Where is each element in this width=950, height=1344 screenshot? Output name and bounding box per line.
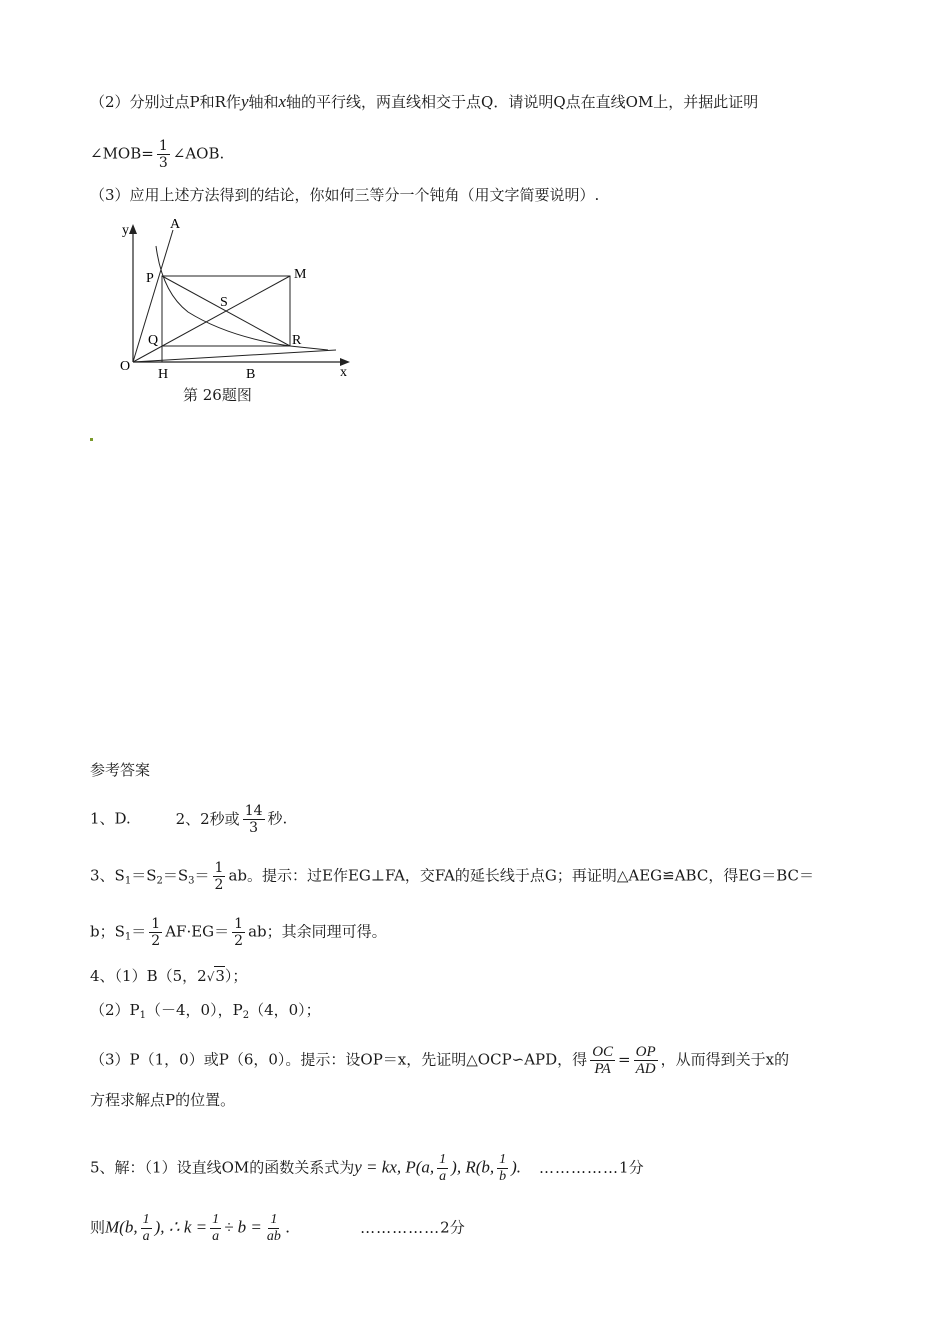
- fraction-half: $\frac{1}{2}$: [234, 916, 244, 949]
- label-y: y: [122, 223, 129, 238]
- fraction-one-third: $\frac{1}{3}$: [158, 138, 168, 171]
- answer-4-line2: $(2)P_1(-4$，0），$P_2(4$，0）；: [90, 1001, 321, 1021]
- q2-line1: [90, 92, 758, 112]
- q3-line: （3）应用上述方法得到的结论，你如何三等分一个钝角（用文字简要说明）.: [90, 186, 600, 204]
- y-variable: y: [240, 92, 249, 111]
- fraction-half: $\frac{1}{2}$: [151, 916, 161, 949]
- hyperbola-curve: [156, 246, 328, 350]
- answer-1: 1、D.: [90, 809, 131, 828]
- label-a: A: [170, 217, 181, 232]
- label-h: H: [158, 367, 169, 382]
- label-r: R: [292, 333, 302, 348]
- answer-2-suffix: 秒.: [267, 809, 288, 828]
- figure-caption: 第 26题图: [183, 386, 252, 404]
- y-axis-arrow-icon: [129, 224, 137, 234]
- label-m: M: [294, 267, 307, 282]
- q2-text-b: 轴和: [248, 93, 279, 111]
- answer-5-line2: 则M(b, $\frac{1}{a}$ ), ∴ k = $\frac{1}{a}$ ÷ b = $\frac{1}{ab}$ . ……………2分: [90, 1212, 465, 1244]
- x-variable: x: [278, 92, 287, 111]
- label-s: S: [220, 295, 228, 310]
- answer-3-line2: b；$S_1=$ $\frac{1}{2}$ AF·EG＝ $\frac{1}{2}$ ab；其余同理可得。: [90, 916, 387, 949]
- label-q: Q: [148, 333, 159, 348]
- fraction-14-3: $\frac{14}{3}$: [244, 803, 263, 836]
- figure-26: [118, 212, 358, 412]
- q2-line2: [90, 138, 224, 171]
- label-p: P: [146, 271, 154, 286]
- q2-text-c: 轴的平行线，两直线相交于点Q．请说明Q点在直线OM上，并据此证明: [286, 93, 759, 111]
- angle-mob: ∠MOB=: [90, 144, 154, 163]
- fraction-op-ad: $\frac{OP}{AD}$: [635, 1044, 656, 1077]
- answers-heading: 参考答案: [90, 761, 151, 779]
- answer-1-2: [90, 803, 287, 836]
- line-om: [133, 276, 290, 362]
- stray-dot: [90, 438, 93, 441]
- label-o: O: [120, 359, 131, 374]
- answer-3-line1: 3、$S_1=S_2=S_3=$ $\frac{1}{2}$ ab。提示：过E作EG⊥FA，交FA的延长线于点G；再证明△AEG≌ABC，得EG＝BC＝: [90, 860, 815, 893]
- q2-text-a: （2）分别过点P和R作: [90, 93, 241, 111]
- answer-4-line1: 4、（1）B（5，2√3）；: [90, 967, 248, 985]
- answer-2-prefix: 2、2秒或: [175, 809, 240, 828]
- fraction-half: $\frac{1}{2}$: [214, 860, 224, 893]
- answer-4-line3: （3）P（1，0）或P（6，0）。提示：设OP＝x，先证明△OCP∽APD，得 $\frac{OC}{PA}$ = $\frac{OP}{AD}$ ，从而得到关于x的: [90, 1044, 790, 1077]
- angle-aob: ∠AOB.: [172, 144, 225, 163]
- fraction-oc-pa: $\frac{OC}{PA}$: [592, 1044, 614, 1077]
- answer-4-line4: 方程求解点P的位置。: [90, 1091, 236, 1109]
- line-ob: [133, 350, 336, 362]
- coordinate-diagram: [118, 212, 358, 382]
- answer-5-line1: 5、解：（1）设直线OM的函数关系式为y = kx, P(a, $\frac{1}{a}$ ), R(b, $\frac{1}{b}$ ). ……………1分: [90, 1152, 644, 1184]
- label-x: x: [340, 365, 347, 380]
- label-b: B: [246, 367, 256, 382]
